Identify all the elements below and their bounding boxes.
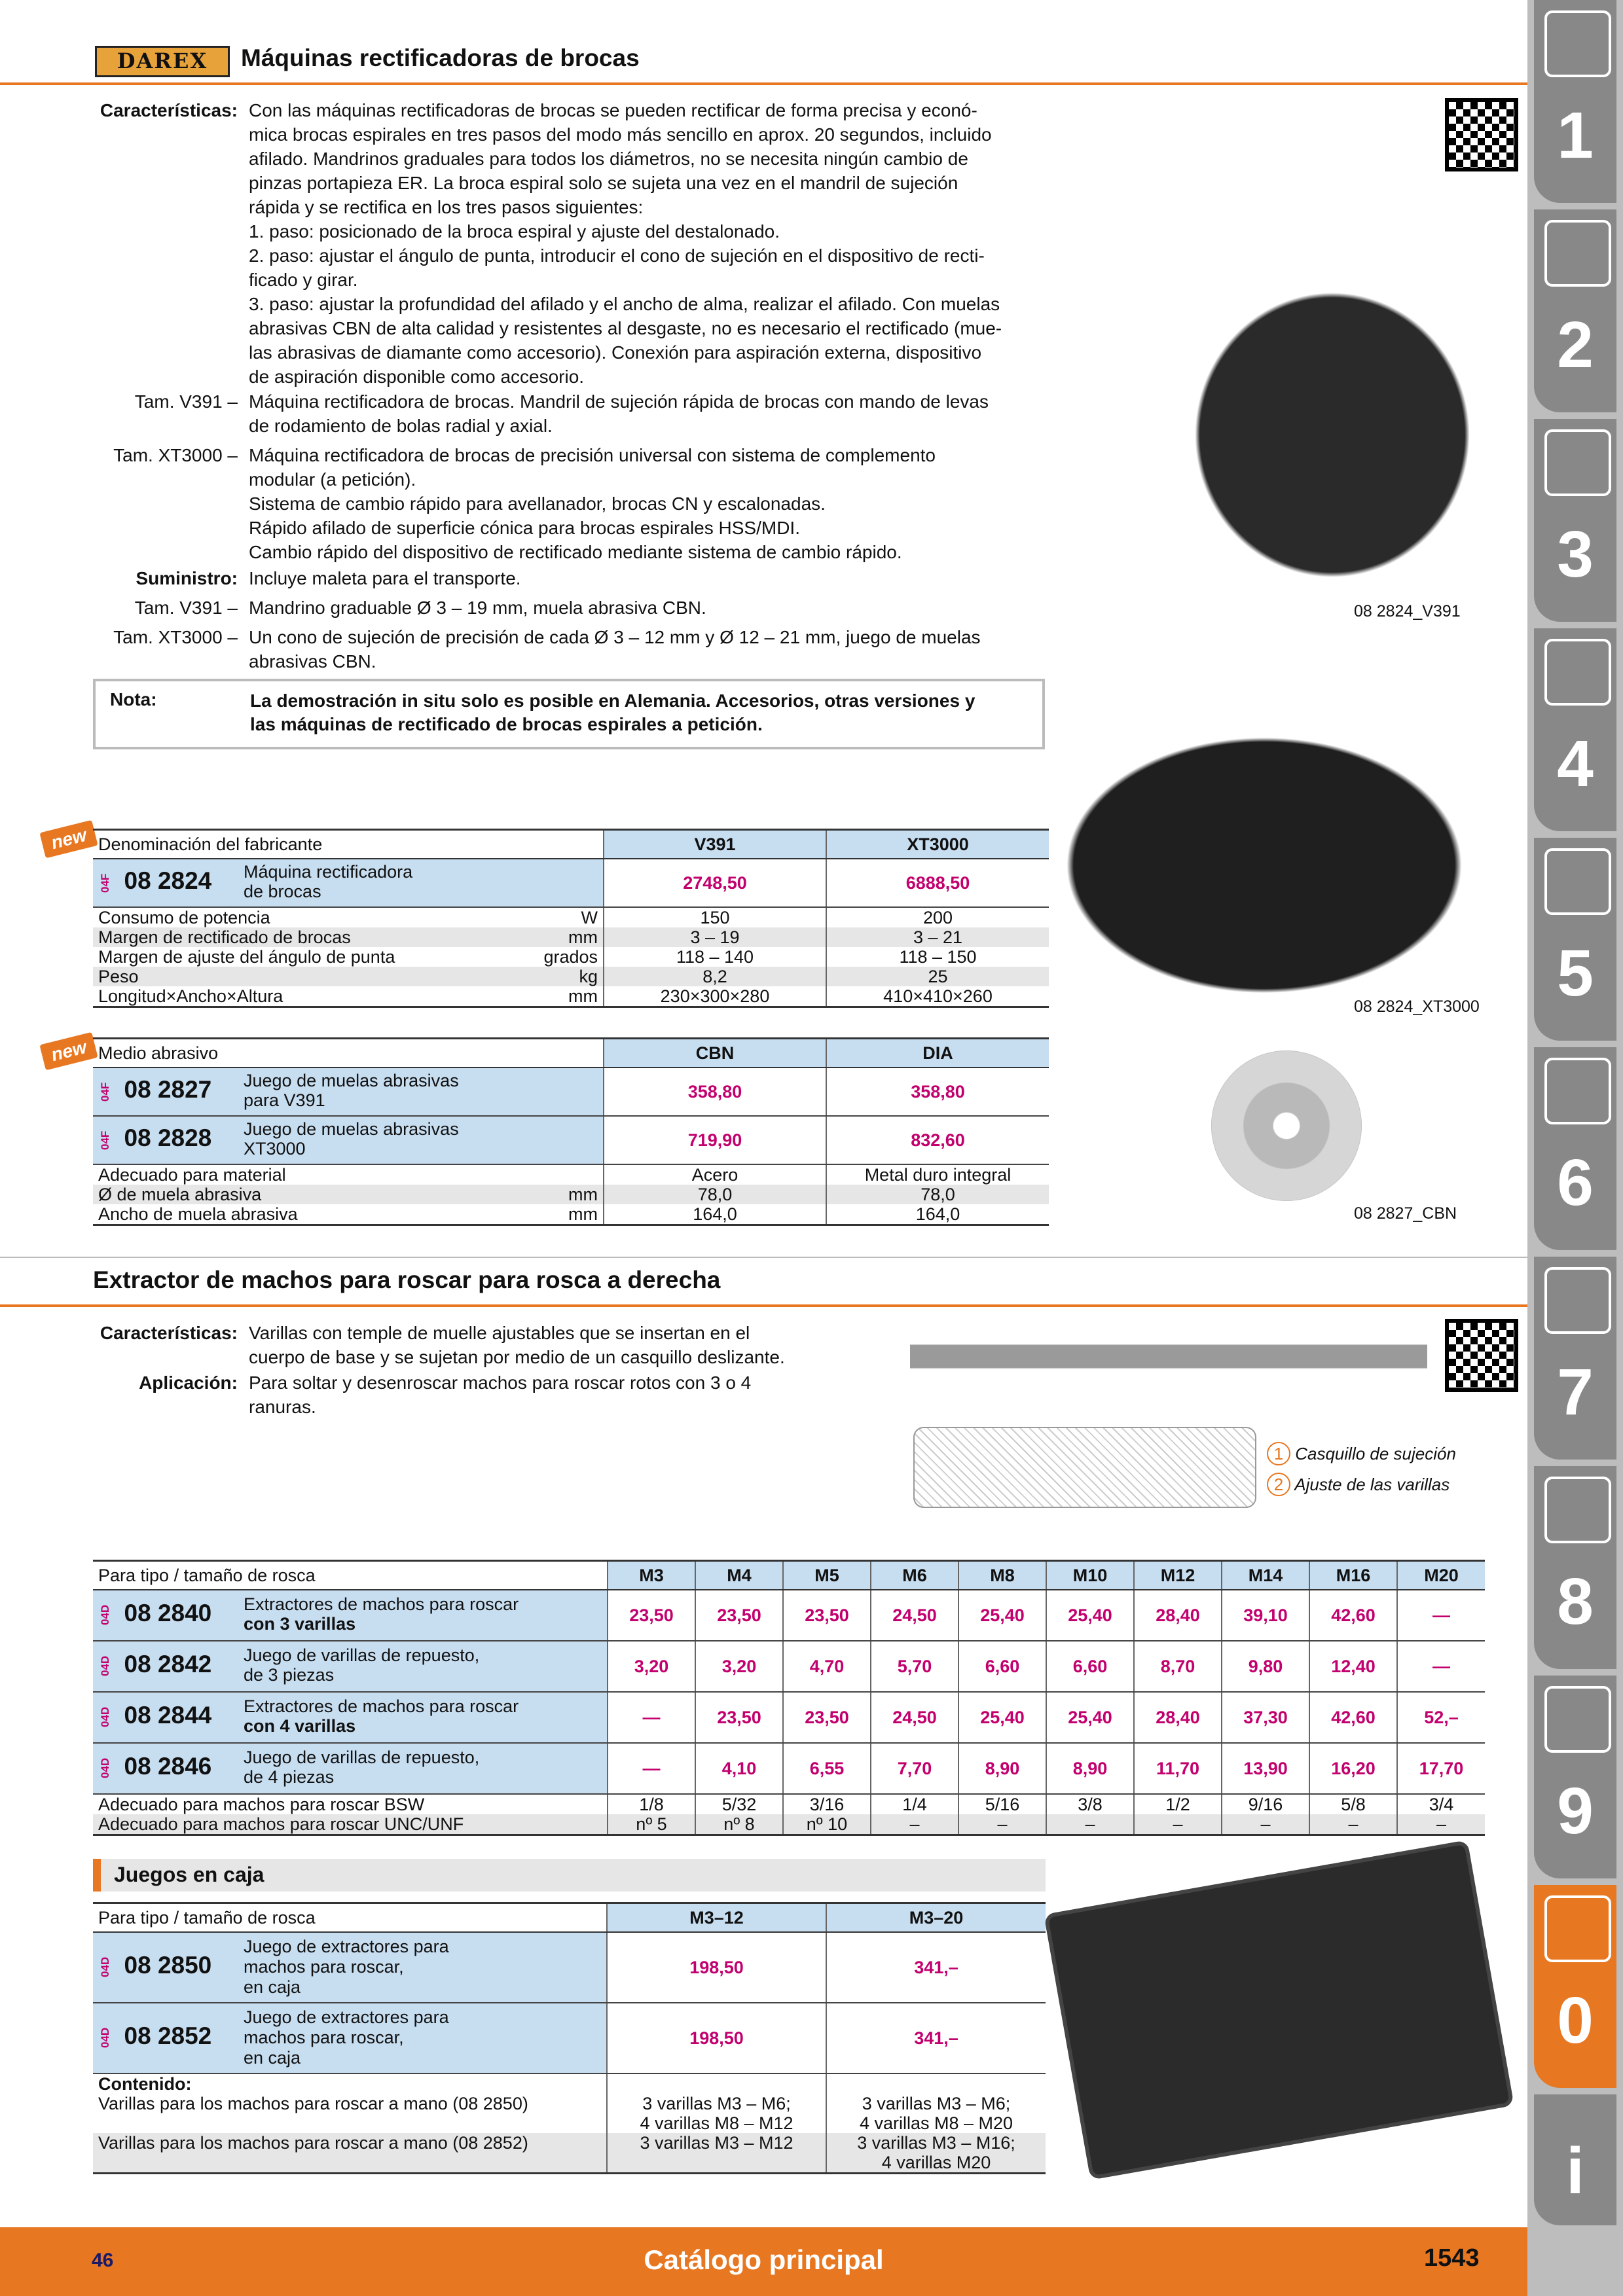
drill-icon xyxy=(1544,10,1611,77)
chapter-tab-3[interactable]: 3 xyxy=(1534,419,1616,622)
footer-page-left: 46 xyxy=(92,2250,114,2271)
spec-row: Adecuado para machos para roscar BSW 1/8 5/32 3/16 1/4 5/16 3/8 1/2 9/16 5/8 3/4 xyxy=(93,1794,1485,1814)
footer-catalog-title: Catálogo principal xyxy=(644,2244,884,2275)
article-number[interactable]: 08 2824 xyxy=(124,867,212,894)
spec-row: Ancho de muela abrasiva mm 164,0 164,0 xyxy=(93,1204,1049,1225)
spec-row: Margen de ajuste del ángulo de punta grados 118 – 140 118 – 150 xyxy=(93,947,1049,967)
col-header-name: Denominación del fabricante xyxy=(93,830,604,859)
chapter-tab-info[interactable]: i xyxy=(1534,2094,1616,2225)
qr-code-icon[interactable] xyxy=(1445,98,1518,171)
saw-blade-icon xyxy=(1544,848,1611,915)
article-row: 04D 08 2840 Extractores de machos para roscar con 3 varillas 23,50 23,50 23,50 24,50 25,40 25,40 28,40 39,10 42,60 — xyxy=(93,1590,1485,1641)
grinding-wheel-image xyxy=(1211,1050,1362,1201)
extractor-diagram xyxy=(913,1427,1256,1508)
xt3000-text: Máquina rectificadora de brocas de precisión universal con sistema de complemento modular (a petición). Sistema de cambio rápido para avellanador, brocas CN y escalonadas. Rápido afilado de superficie cónica para brocas espirales HSS/MDI. Cambio rápido del dispositivo de rectificado mediante sistema de cambio rápido. xyxy=(249,445,936,562)
article-row: 04D 08 2852 Juego de extractores para machos para roscar, en caja 198,50 341,– xyxy=(93,2003,1046,2073)
spec-row: Margen de rectificado de brocas mm 3 – 19 3 – 21 xyxy=(93,927,1049,947)
contents-label-row: Contenido: xyxy=(93,2073,1046,2094)
article-number[interactable]: 08 2827 xyxy=(124,1075,212,1103)
features-label: Características: xyxy=(100,100,238,120)
footer-page-right: 1543 xyxy=(1424,2244,1480,2272)
pliers-icon xyxy=(1544,1267,1611,1334)
supply-xt-text: Un cono de sujeción de precisión de cada Ø 3 – 12 mm y Ø 12 – 21 mm, juego de muelas abrasivas CBN. xyxy=(249,627,981,672)
drill-grinder-xt3000-image xyxy=(1064,707,1509,995)
article-number[interactable]: 08 2852 xyxy=(124,2022,212,2049)
article-row: 04D 08 2844 Extractores de machos para roscar con 4 varillas — 23,50 23,50 24,50 25,40 25,40 28,40 37,30 42,60 52,– xyxy=(93,1692,1485,1743)
drill-grinder-v391-image xyxy=(1162,259,1503,579)
note-box xyxy=(93,679,1045,749)
table-drill-grinders xyxy=(93,829,1049,1008)
chapter-tab-6[interactable]: 6 xyxy=(1534,1047,1616,1250)
col-header-abrasive: Medio abrasivo xyxy=(93,1039,604,1068)
qr-code-icon[interactable] xyxy=(1445,1319,1518,1392)
brand-logo: DAREX xyxy=(95,46,230,77)
caption-xt3000: 08 2824_XT3000 xyxy=(1354,997,1480,1016)
price-cbn[interactable]: 719,90 xyxy=(604,1116,826,1164)
new-badge: new xyxy=(39,1032,98,1071)
col-header-xt3000: XT3000 xyxy=(826,830,1049,859)
article-row: 04F 08 2827 Juego de muelas abrasivas para V391 358,80 358,80 xyxy=(93,1067,1049,1116)
chapter-tab-8[interactable]: 8 xyxy=(1534,1466,1616,1669)
article-number[interactable]: 08 2828 xyxy=(124,1124,212,1151)
col-header-size: Para tipo / tamaño de rosca xyxy=(93,1561,608,1590)
table-grinding-wheels xyxy=(93,1037,1049,1226)
col-header-cbn: CBN xyxy=(604,1039,826,1068)
caption-cbn: 08 2827_CBN xyxy=(1354,1204,1457,1223)
section-title-drill-grinders: Máquinas rectificadoras de brocas xyxy=(241,45,640,71)
section-title-tap-extractor: Extractor de machos para roscar para rosca a derecha xyxy=(93,1266,721,1293)
article-number[interactable]: 08 2842 xyxy=(124,1650,212,1677)
price-cbn[interactable]: 358,80 xyxy=(604,1067,826,1116)
chuck-icon xyxy=(1544,429,1611,496)
legend-item: 2 Ajuste de las varillas xyxy=(1267,1473,1450,1496)
application-label: Aplicación: xyxy=(139,1372,238,1393)
cabinet-icon xyxy=(1544,1686,1611,1753)
section-rule xyxy=(0,82,1527,85)
article-number[interactable]: 08 2846 xyxy=(124,1752,212,1780)
spec-row: Ø de muela abrasiva mm 78,0 78,0 xyxy=(93,1185,1049,1204)
features-text: Con las máquinas rectificadoras de brocas se pueden rectificar de forma precisa y econó- mica brocas espirales en tres pasos del modo más sencillo en aprox. 20 segundos, incluido afilado. Mandrinos graduales para todos los diámetros, no se necesita ningún cambio de pinzas portapieza ER. La broca espiral solo se sujeta una vez en el mandril de sujeción rápida y se rectifica en los tres pasos siguientes: 1. paso: posicionado de la broca espiral y ajuste del destalonado. 2. paso: ajustar el ángulo de punta, introducir el cono de sujeción en el dispositivo de recti- ficado y girar. 3. paso: ajustar la profundidad del afilado y el ancho de alma, realizar el afilado. Con muelas abrasivas CBN de alta calidad y resistentes al desgaste, no es necesario el rectificado (mue- las abrasivas de diamante como accesorio). Conexión para aspiración externa, dispositivo de aspiración disponible como accesorio. xyxy=(249,100,1002,387)
chapter-tab-5[interactable]: 5 xyxy=(1534,838,1616,1041)
page-footer xyxy=(0,2227,1527,2296)
spec-row: Peso kg 8,2 25 xyxy=(93,967,1049,986)
contents-row: Varillas para los machos para roscar a mano (08 2852) 3 varillas M3 – M12 3 varillas M3 – M16; 4 varillas M20 xyxy=(93,2133,1046,2174)
spec-row: Adecuado para machos para roscar UNC/UNF nº 5 nº 8 nº 10 – – – – – – – xyxy=(93,1814,1485,1835)
article-desc: Máquina rectificadora de brocas xyxy=(244,862,413,901)
article-row xyxy=(93,859,1049,907)
workbench-icon xyxy=(1544,1477,1611,1543)
price-xt3000[interactable]: 6888,50 xyxy=(826,859,1049,907)
features-label: Características: xyxy=(100,1323,238,1343)
price-v391[interactable]: 2748,50 xyxy=(604,859,826,907)
boxed-set-case-image xyxy=(1044,1840,1514,2180)
supply-xt-label: Tam. XT3000 – xyxy=(113,627,238,647)
price-dia[interactable]: 358,80 xyxy=(826,1067,1049,1116)
supply-v391-text: Mandrino graduable Ø 3 – 19 mm, muela abrasiva CBN. xyxy=(249,598,706,618)
article-number[interactable]: 08 2850 xyxy=(124,1951,212,1979)
chapter-tab-7[interactable]: 7 xyxy=(1534,1257,1616,1460)
chapter-tab-0[interactable]: 0 xyxy=(1534,1885,1616,2088)
chapter-tab-4[interactable]: 4 xyxy=(1534,628,1616,831)
xt3000-label: Tam. XT3000 – xyxy=(113,445,238,465)
col-header-v391: V391 xyxy=(604,830,826,859)
supply-text: Incluye maleta para el transporte. xyxy=(249,568,521,588)
spec-row: Adecuado para material Acero Metal duro integral xyxy=(93,1164,1049,1185)
boxed-sets-heading: Juegos en caja xyxy=(93,1859,1046,1892)
article-row: 04D 08 2842 Juego de varillas de repuesto, de 3 piezas 3,20 3,20 4,70 5,70 6,60 6,60 8,70 9,80 12,40 — xyxy=(93,1641,1485,1692)
legend-item: 1 Casquillo de sujeción xyxy=(1267,1442,1456,1465)
article-tag: 04F xyxy=(99,873,111,893)
note-text: La demostración in situ solo es posible en Alemania. Accesorios, otras versiones y las máquinas de rectificado de brocas espirales a petición. xyxy=(250,691,976,734)
supply-v391-label: Tam. V391 – xyxy=(134,598,238,618)
section-separator xyxy=(0,1257,1527,1258)
supply-label: Suministro: xyxy=(136,568,238,588)
caption-v391: 08 2824_V391 xyxy=(1354,602,1461,620)
new-badge: new xyxy=(39,820,98,859)
article-number[interactable]: 08 2844 xyxy=(124,1701,212,1729)
spec-row: Longitud×Ancho×Altura mm 230×300×280 410×410×260 xyxy=(93,986,1049,1007)
section-rule xyxy=(0,1304,1527,1307)
chapter-tab-9[interactable]: 9 xyxy=(1534,1676,1616,1878)
price-dia[interactable]: 832,60 xyxy=(826,1116,1049,1164)
article-row: 04D 08 2850 Juego de extractores para machos para roscar, en caja 198,50 341,– xyxy=(93,1932,1046,2003)
contents-row: Varillas para los machos para roscar a mano (08 2850) 3 varillas M3 – M6; 4 varillas M8 – M12 3 varillas M3 – M6; 4 varillas M8 – M20 xyxy=(93,2094,1046,2133)
col-header-dia: DIA xyxy=(826,1039,1049,1068)
chapter-sidebar xyxy=(1527,0,1623,2296)
spec-row: Consumo de potencia W 150 200 xyxy=(93,907,1049,927)
insert-icon xyxy=(1544,220,1611,287)
wrench-icon xyxy=(1544,1058,1611,1124)
caliper-icon xyxy=(1544,639,1611,706)
v391-text: Máquina rectificadora de brocas. Mandril de sujeción rápida de brocas con mando de levas de rodamiento de bolas radial y axial. xyxy=(249,391,989,436)
article-row: 04D 08 2846 Juego de varillas de repuesto, de 4 piezas — 4,10 6,55 7,70 8,90 8,90 11,70 13,90 16,20 17,70 xyxy=(93,1743,1485,1794)
power-tool-icon xyxy=(1544,1895,1611,1962)
table-tap-extractors: Para tipo / tamaño de rosca M3 M4 M5 M6 M8 M10 M12 M14 M16 M20 04D 08 2840 Extractores de machos para roscar con 3 varillas 23,50 23,50 23,50 24,50 25,40 25,40 28,40 39,10 42,60 — 04D 08 2842 Juego de varillas de repuesto, de 3 piezas 3,20 3,20 4,70 5,70 6,60 6,60 8,70 9,80 12,40 — 04D 08 2844 Extractores de machos para roscar con 4 varillas — 23,50 23,50 24,50 25,40 25,40 28,40 37,30 42,60 52,– 04D 08 2846 Juego de varillas de repuesto, de 4 piezas — 4,10 6,55 7,70 8,90 8,90 11,70 13,90 16,20 17,70 Adecuado para machos para roscar BSW 1/8 5/32 3/16 1/4 5/16 3/8 1/2 9/16 5/8 3/4 Adecuado para machos para roscar UNC/UNF nº 5 nº 8 nº 10 – – – – – – – xyxy=(93,1560,1485,1836)
chapter-tab-2[interactable]: 2 xyxy=(1534,209,1616,412)
v391-label: Tam. V391 – xyxy=(134,391,238,412)
article-number[interactable]: 08 2840 xyxy=(124,1599,212,1626)
article-row: 04F 08 2828 Juego de muelas abrasivas XT3000 719,90 832,60 xyxy=(93,1116,1049,1164)
chapter-tab-1[interactable]: 1 xyxy=(1534,0,1616,203)
table-boxed-sets: Para tipo / tamaño de rosca M3–12 M3–20 04D 08 2850 Juego de extractores para machos para roscar, en caja 198,50 341,– 04D 08 2852 Juego de extractores para machos para roscar, en caja 198,50 341,– Contenido: Varillas para los machos para roscar a mano (08 2850) 3 varillas M3 – M6; 4 varillas M8 – M12 3 varillas M3 – M6; 4 varillas M8 – M20 Varillas para los machos para roscar a mano (08 2852) 3 varillas M3 – M12 3 varillas M3 – M16; 4 varillas M20 xyxy=(93,1902,1046,2174)
tap-extractor-image xyxy=(910,1325,1427,1388)
note-label: Nota: xyxy=(110,689,157,709)
